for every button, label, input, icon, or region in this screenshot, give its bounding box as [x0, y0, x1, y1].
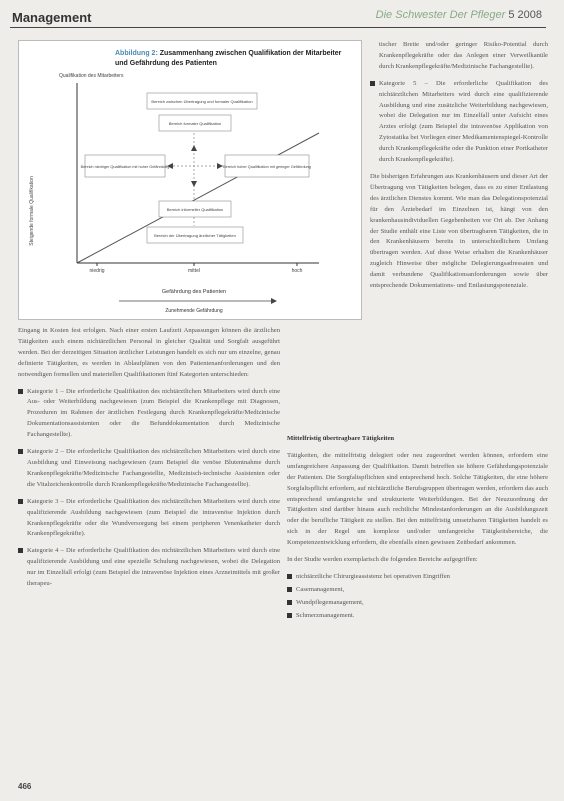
- bullet-kategorie-5: [370, 79, 548, 166]
- bullet-kategorie-3: [18, 497, 280, 541]
- section-title: Management: [12, 10, 92, 25]
- x-axis-sublabel: Zunehmende Gefährdung: [165, 308, 223, 314]
- bullet-text: Kategorie 2 – Die erforderliche Qualifikation des nichtärztlichen Mitarbeiters wird durch eine Ausbildung und Einweisung nachgewiesen (zum Beispiel die venöse Blutentnahme durch Krankenpflegekräfte/Medizinische Fachangestellte, Medizinisch-technische Assistenten oder die Vitalzeichenkontrolle durch Krankenpflegekräfte/Medizinische Fachangestellte).: [27, 448, 280, 488]
- x-arrow-icon: [271, 298, 277, 304]
- left-column: [18, 326, 280, 596]
- figure-box: [18, 40, 362, 320]
- box-left-text: Bereich niedriger Qualifikation mit hoher Gefährdung: [80, 165, 170, 169]
- bullet-square-icon: [287, 587, 292, 592]
- list-item: [287, 585, 548, 596]
- bullet-kategorie-4: [18, 546, 280, 590]
- bullet-text: Kategorie 5 – Die erforderliche Qualifikation des nichtärztlichen Mitarbeiters wird durch eine qualifizierende Ausbildung und eine zusätzliche Weiterbildung nachgewiesen, wobei die Delegation nur im Einzelfall unter Aufsicht eines Arztes erfolgt (zum Beispiel die intravenöse Applikation von Zytostatika bei Vorliegen einer Medikamentenspiegel-Kontrolle durch Krankenpflegekräfte oder die Punktion einer Portkatheter durch Krankenpflegekräfte).: [379, 79, 548, 164]
- figure-title: [115, 49, 355, 69]
- bullet-square-icon: [287, 600, 292, 605]
- x-axis-label: Gefährdung des Patienten: [161, 289, 227, 295]
- list-item-text: Wundpflegemanagement,: [296, 598, 364, 606]
- y-axis-top-label: Qualifikation des Mitarbeiters: [59, 73, 124, 79]
- x-tick-label-mid: mittel: [188, 268, 200, 274]
- arrow-up-icon: [191, 145, 197, 151]
- bullet-kategorie-1: [18, 387, 280, 442]
- issue-label: [376, 9, 542, 21]
- subheading: Mittelfristig übertragbare Tätigkeiten: [287, 435, 395, 442]
- figure-diagram: [19, 41, 363, 321]
- right-column-bottom: [287, 426, 548, 624]
- diagonal-line: [77, 133, 319, 263]
- list-item: [287, 598, 548, 609]
- y-axis-label: Steigende formale Qualifikation: [29, 176, 35, 246]
- right-paragraph-4: In der Studie werden exemplarisch die folgenden Bereiche aufgegriffen:: [287, 556, 478, 564]
- box-upper-text: Bereich formaler Qualifikation: [168, 121, 222, 126]
- issue-number: 5 2008: [508, 9, 542, 21]
- box-bottom-text: Bereich der Übertragung ärztlicher Tätigkeiten: [154, 233, 236, 238]
- bullet-text: Kategorie 1 – Die erforderliche Qualifikation des nichtärztlichen Mitarbeiters wird durch eine Aus- oder Weiterbildung nachgewiesen (zum Beispiel die Krankenpflege mit Diagnosen, Prozeduren im Rahmen der ärztlichen Festlegung durch Krankenpflegekräfte/Medizinische Dokumentationsassistenten oder die Befunddokumentation durch Medizinische Fachangestellte).: [27, 387, 280, 439]
- x-tick-label-low: niedrig: [89, 268, 105, 274]
- right-paragraph-3: Tätigkeiten, die mittelfristig delegiert oder neu zugeordnet werden können, erfordern eine umfangreichere Anpassung der Qualifikation. Damit betreffen sie höhere Gefährdungspotenziale der Patienten. Die Sorgfaltspflichten sind entsprechend hoch. Solche Tätigkeiten, die eine höhere Sorgfaltspflicht erfordern, auf nichtärztliche Berufsgruppen übertragen werden, erfordern das auch entsprechend umfangreiche und strukturierte Weiterbildungen. Bei der Neuzuordnung der Tätigkeiten sind darüber hinaus auch rechtliche Mindestanforderungen an die Ausbildungszeit oder die berufliche Tätigkeit zu stellen. Bei den mittelfristig umsetzbaren Tätigkeiten handelt es sich in der Regel um komplexe und/oder umfangreiche Tätigkeitsbereiche, die Kompetenzentwicklung erfordern, die ebenfalls einen gewissen Zeitbedarf ankommen.: [287, 451, 548, 547]
- right-column-top: [370, 40, 548, 298]
- box-right-text: Bereich hoher Qualifikation mit geringer Gefährdung: [223, 165, 311, 169]
- right-top-text: tischer Breite und/oder geringer Risiko-Potential durch Krankenpflegekräfte oder das Anlegen einer Verweilkanüle durch Krankenpflegekräfte/Medizinische Fachangestellte).: [379, 41, 548, 70]
- page-number: 466: [18, 782, 32, 791]
- list-item-text: nichtärztliche Chirurgieassistenz bei operativen Eingriffen: [296, 572, 450, 580]
- arrow-down-icon: [191, 181, 197, 187]
- box-lower-text: Bereich informeller Qualifikation: [166, 207, 224, 212]
- bullet-square-icon: [370, 81, 375, 86]
- arrow-right-icon: [217, 163, 223, 169]
- list-item-text: Casemanagement,: [296, 585, 345, 593]
- bullet-square-icon: [18, 449, 23, 454]
- page-header: [0, 0, 564, 30]
- figure-number: Abbildung 2:: [115, 50, 158, 57]
- x-tick-label-high: hoch: [291, 268, 303, 274]
- list-item: [287, 611, 548, 622]
- list-item: [287, 572, 548, 583]
- box-top-text: Bereich zwischen Übertragung und formaler Qualifikation: [151, 99, 253, 104]
- bullet-square-icon: [18, 499, 23, 504]
- bullet-kategorie-2: [18, 447, 280, 491]
- bullet-square-icon: [287, 574, 292, 579]
- header-rule: [10, 27, 546, 28]
- bullet-square-icon: [18, 389, 23, 394]
- journal-logo: Die Schwester Der Pfleger: [375, 9, 506, 21]
- bullet-text: Kategorie 3 – Die erforderliche Qualifikation des nichtärztlichen Mitarbeiters wird durch eine qualifizierende Ausbildung nachgewiesen (zum Beispiel die intravenöse Injektion durch Krankenpflegekräfte oder die Wundversorgung bei einem peripheren Venenkatheter durch Krankenpflegekräfte).: [27, 497, 280, 538]
- bullet-square-icon: [287, 613, 292, 618]
- list-item-text: Schmerzmanagement.: [296, 611, 355, 619]
- figure-caption: Zusammenhang zwischen Qualifikation der Mitarbeiter und Gefährdung des Patienten: [115, 50, 342, 67]
- left-intro-text: Eingang in Kosten fest erfolgen. Nach einer ersten Laufzeit Anpassungen können die ärztlichen Tätigkeiten auch einem nichtärztlichen Personal in gleicher Qualität und Sorgfalt ausgeführt werden. Bei der derzeitigen Situation ärztlicher Leistungen handelt es sich nur um einzelne, genau definierte Tätigkeiten, es werden in Ablaufplänen von den Patientenanforderungen und den notwendigen formellen und materiellen Qualifikationen fünf Kategorien unterschieden:: [18, 327, 280, 378]
- bullet-text: Kategorie 4 – Die erforderliche Qualifikation des nichtärztlichen Mitarbeiters wird durch eine qualifizierende Ausbildung und eine spezielle Schulung nachgewiesen, wobei die Delegation nur im Einzelfall erfolgt (zum Beispiel die intravenöse Injektion eines Arzneimittels mit großer therapeu-: [27, 547, 280, 588]
- bullet-square-icon: [18, 548, 23, 553]
- right-paragraph-2: Die bisherigen Erfahrungen aus Krankenhäusern und dieser Art der Übertragung von Tätigkeiten belegen, dass es zu einer Entlastung des ärztlichen Dienstes kommt. Wie man das Delegationspotenzial für den Ärztebedarf im Einzelnen ist, hängt von den krankenhausindividuellen Gegebenheiten vor Ort ab. Der Anhang der Studie enthält eine Liste von übertragbaren Tätigkeiten, die in den Krankenhäusern bereits in unterschiedlichem Umfang übertragen werden. Auf diese Weise erhalten die Krankenhäuser zugleich Hinweise über mögliche Delegierungsadressaten und damit verbundene Qualifikationsanforderungen sowie über entsprechende Dokumentations- und Entlastungspotenziale.: [370, 172, 548, 290]
